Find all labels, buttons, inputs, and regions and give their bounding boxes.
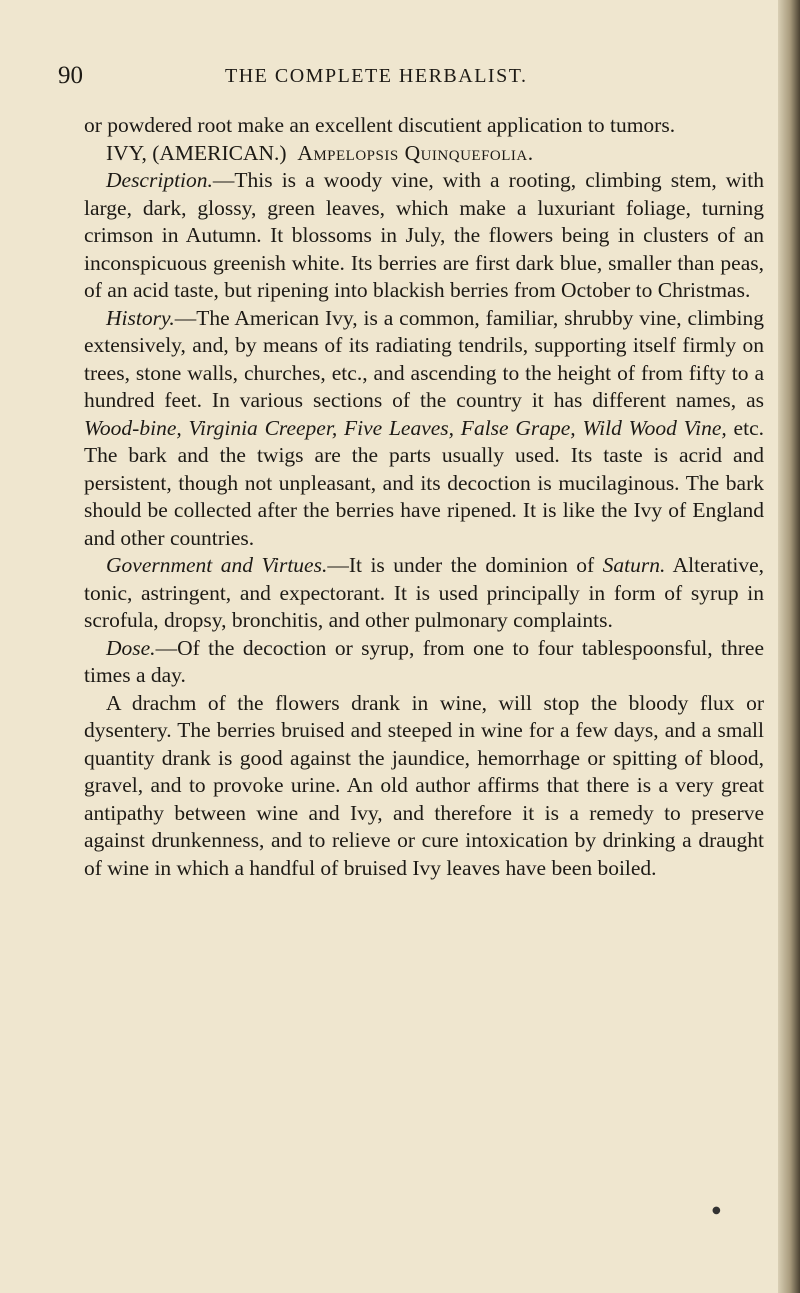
dose-text: —Of the decoction or syrup, from one to four tablespoonsful, three times a day. [84,635,764,687]
government-label: Government and Virtues. [106,553,328,577]
government-text-2: Alterative, tonic, astringent, and expectorant. It is used principally in form of syrup in scrofula, dropsy, bronchitis, and other pulmonary complaints. [84,553,764,632]
intro-paragraph: or powdered root make an excellent discutient application to tumors. [84,113,676,137]
entry-latin-name: Ampelopsis Quinquefolia. [297,140,534,165]
page-edge-shadow [778,0,800,1293]
page-header [58,62,690,92]
history-text-2: etc. The bark and the twigs are the parts usually used. Its taste is acrid and persistent, though not unpleasant, and its decoction is mucilaginous. The bark should be collected after the berries have ripened. It is like the Ivy of England and other countries. [84,415,764,550]
closing-paragraph: A drachm of the flowers drank in wine, will stop the bloody flux or dysentery. The berries bruised and steeped in wine for a few days, and a small quantity drank is good against the jaundice, hemorrhage or spitting of blood, gravel, and to provoke urine. An old author affirms that there is a very great antipathy between wine and Ivy, and therefore it is a remedy to preserve against drunkenness, and to relieve or cure intoxication by drinking a draught of wine in which a handful of bruised Ivy leaves have been boiled. [84,690,764,880]
entry-title: IVY, (AMERICAN.) [106,140,287,165]
history-text-1: —The American Ivy, is a common, familiar, shrubby vine, climbing extensively, and, by means of its radiating tendrils, supporting itself firmly on trees, stone walls, churches, etc., and ascending to the height of from fifty to a hundred feet. In various sections of the country it has different names, as [84,305,764,412]
history-common-names: Wood-bine, Virginia Creeper, Five Leaves, False Grape, Wild Wood Vine, [84,415,727,440]
government-planet: Saturn. [602,553,666,577]
government-paragraph [84,552,764,635]
description-text: —This is a woody vine, with a rooting, climbing stem, with large, dark, glossy, green leaves, which make a luxuriant foliage, turning crimson in Autumn. It blossoms in July, the flowers being in clusters of an inconspicuous greenish white. Its berries are first dark blue, smaller than peas, of an acid taste, but ripening into blackish berries from October to Christmas. [84,168,764,302]
history-paragraph [84,305,764,553]
history-label: History. [106,305,175,330]
print-mark: ● [712,1205,721,1216]
page-body [84,112,764,882]
dose-label: Dose. [106,635,156,660]
description-paragraph [84,167,764,305]
description-label: Description. [106,168,213,192]
government-text-1: —It is under the dominion of [327,553,603,577]
page-number: 90 [58,62,83,89]
entry-heading [84,140,764,168]
dose-paragraph [84,635,764,690]
running-head: THE COMPLETE HERBALIST. [225,65,528,87]
